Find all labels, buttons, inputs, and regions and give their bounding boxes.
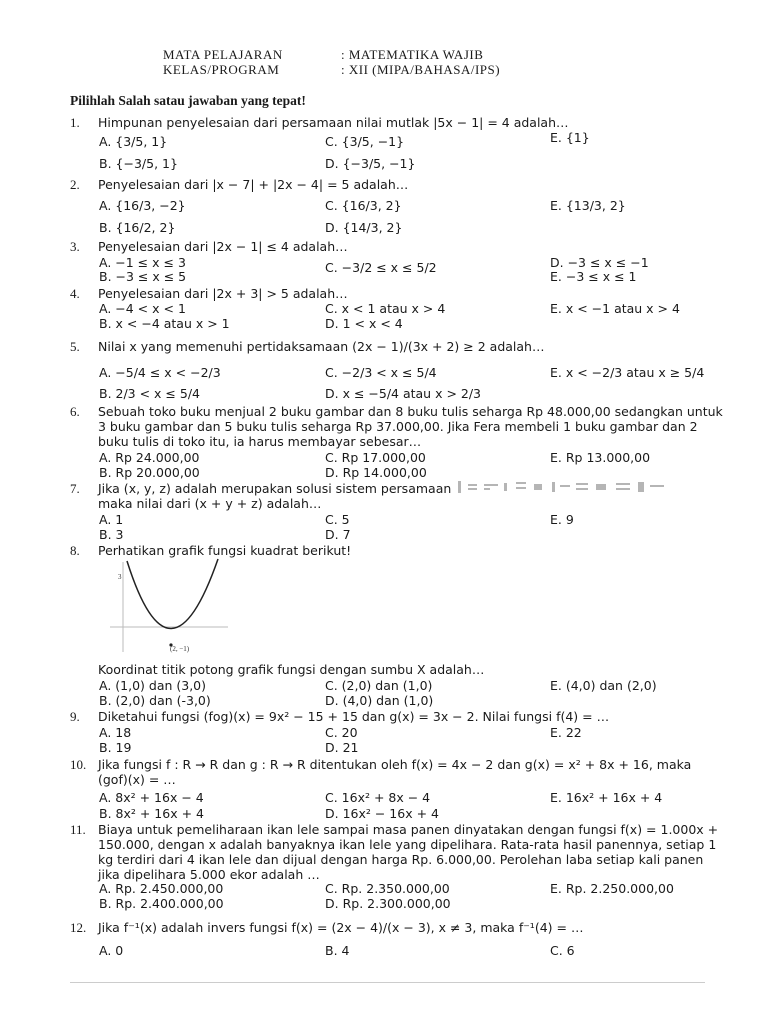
question-number: 7. xyxy=(70,481,80,496)
option-a: A. 8x² + 16x − 4 xyxy=(99,790,204,805)
option-c: C. {16/3, 2} xyxy=(325,198,402,213)
option-b: B. −3 ≤ x ≤ 5 xyxy=(99,269,187,284)
question-text-continued: Koordinat titik potong grafik fungsi dengan sumbu X adalah… xyxy=(98,662,485,677)
question-text: Biaya untuk pemeliharaan ikan lele sampai masa panen dinyatakan dengan fungsi f(x) = 1.000x + 150.000, dengan x adalah banyaknya ikan lele yang dipelihara. Rata-rata hasil panennya, setiap 1 kg terdiri dari 4 ikan lele dan dijual dengan harga Rp. 6.000,00. Perolehan laba setiap kali panen jika dipelihara 5.000 ekor adalah … xyxy=(98,822,719,882)
option-e: E. 16x² + 16x + 4 xyxy=(550,790,663,805)
option-d: D. −3 ≤ x ≤ −1 xyxy=(550,255,649,270)
y-intercept-label: 3 xyxy=(118,573,122,581)
option-b: B. x < −4 atau x > 1 xyxy=(99,316,230,331)
option-a: A. {16/3, −2} xyxy=(99,198,186,213)
option-c: C. 6 xyxy=(550,943,575,958)
option-b: B. 8x² + 16x + 4 xyxy=(99,806,204,821)
question-text: Jika fungsi f : R → R dan g : R → R ditentukan oleh f(x) = 4x − 2 dan g(x) = x² + 8x + 16, maka (gof)(x) = … xyxy=(98,757,692,787)
question-text: Penyelesaian dari |2x + 3| > 5 adalah… xyxy=(98,286,348,301)
question-text: Perhatikan grafik fungsi kuadrat berikut! xyxy=(98,543,352,558)
option-a: A. 18 xyxy=(99,725,132,740)
option-b: B. Rp 20.000,00 xyxy=(99,465,200,480)
option-e: E. 9 xyxy=(550,512,574,527)
page-divider xyxy=(70,982,705,983)
option-b: B. {−3/5, 1} xyxy=(99,156,178,171)
option-e: E. 22 xyxy=(550,725,582,740)
option-b: B. {16/2, 2} xyxy=(99,220,176,235)
option-e: E. Rp. 2.250.000,00 xyxy=(550,881,674,896)
option-c: C. −3/2 ≤ x ≤ 5/2 xyxy=(325,260,437,275)
question-number: 12. xyxy=(70,920,87,935)
option-a: A. (1,0) dan (3,0) xyxy=(99,678,207,693)
option-c: C. (2,0) dan (1,0) xyxy=(325,678,433,693)
option-a: A. {3/5, 1} xyxy=(99,134,168,149)
option-a: A. −1 ≤ x ≤ 3 xyxy=(99,255,186,270)
vertex-label: (2, −1) xyxy=(170,645,190,653)
option-e: E. (4,0) dan (2,0) xyxy=(550,678,657,693)
option-b: B. 3 xyxy=(99,527,124,542)
option-c: C. −2/3 < x ≤ 5/4 xyxy=(325,365,437,380)
question-number: 3. xyxy=(70,239,80,254)
option-d: D. Rp 14.000,00 xyxy=(325,465,427,480)
question-text: Himpunan penyelesaian dari persamaan nilai mutlak |5x − 1| = 4 adalah… xyxy=(98,115,569,130)
question-number: 1. xyxy=(70,115,80,130)
option-e: E. {13/3, 2} xyxy=(550,198,626,213)
option-c: C. x < 1 atau x > 4 xyxy=(325,301,446,316)
question-text: Penyelesaian dari |2x − 1| ≤ 4 adalah… xyxy=(98,239,348,254)
question-number: 10. xyxy=(70,757,87,772)
question-number: 5. xyxy=(70,339,80,354)
option-a: A. Rp. 2.450.000,00 xyxy=(99,881,224,896)
option-c: C. 16x² + 8x − 4 xyxy=(325,790,431,805)
option-e: E. −3 ≤ x ≤ 1 xyxy=(550,269,637,284)
option-d: D. 1 < x < 4 xyxy=(325,316,403,331)
option-a: A. Rp 24.000,00 xyxy=(99,450,200,465)
option-d: D. {14/3, 2} xyxy=(325,220,403,235)
blurred-equations-icon xyxy=(456,479,671,495)
option-c: C. 20 xyxy=(325,725,358,740)
option-c: C. Rp 17.000,00 xyxy=(325,450,426,465)
option-d: D. 7 xyxy=(325,527,351,542)
parabola-curve xyxy=(127,559,218,629)
option-a: A. 1 xyxy=(99,512,124,527)
option-a: A. −5/4 ≤ x < −2/3 xyxy=(99,365,221,380)
question-number: 11. xyxy=(70,822,86,837)
question-number: 9. xyxy=(70,709,80,724)
option-e: E. {1} xyxy=(550,130,590,145)
option-b: B. (2,0) dan (-3,0) xyxy=(99,693,211,708)
class-label: KELAS/PROGRAM xyxy=(163,62,280,77)
option-d: D. Rp. 2.300.000,00 xyxy=(325,896,451,911)
option-b: B. Rp. 2.400.000,00 xyxy=(99,896,224,911)
option-d: D. {−3/5, −1} xyxy=(325,156,416,171)
option-b: B. 19 xyxy=(99,740,132,755)
instruction-text: Pilihlah Salah satau jawaban yang tepat! xyxy=(70,93,306,108)
question-text: Jika f⁻¹(x) adalah invers fungsi f(x) = (2x − 4)/(x − 3), x ≠ 3, maka f⁻¹(4) = … xyxy=(98,920,584,935)
question-number: 2. xyxy=(70,177,80,192)
option-d: D. (4,0) dan (1,0) xyxy=(325,693,434,708)
equation-system-image xyxy=(456,479,671,495)
question-text: Sebuah toko buku menjual 2 buku gambar dan 8 buku tulis seharga Rp 48.000,00 sedangkan untuk 3 buku gambar dan 5 buku tulis seharga Rp 37.000,00. Jika Fera membeli 1 buku gambar dan 2 buku tulis di toko itu, ia harus membayar sebesar… xyxy=(98,404,723,449)
parabola-graph xyxy=(110,557,230,657)
question-text: Nilai x yang memenuhi pertidaksamaan (2x − 1)/(3x + 2) ≥ 2 adalah… xyxy=(98,339,545,354)
question-number: 6. xyxy=(70,404,80,419)
option-a: A. 0 xyxy=(99,943,124,958)
option-c: C. 5 xyxy=(325,512,350,527)
class-value: : XII (MIPA/BAHASA/IPS) xyxy=(341,62,501,77)
option-b: B. 2/3 < x ≤ 5/4 xyxy=(99,386,200,401)
question-text: Penyelesaian dari |x − 7| + |2x − 4| = 5 adalah… xyxy=(98,177,409,192)
option-d: D. x ≤ −5/4 atau x > 2/3 xyxy=(325,386,482,401)
subject-label: MATA PELAJARAN xyxy=(163,47,283,62)
subject-value: : MATEMATIKA WAJIB xyxy=(341,47,484,62)
question-number: 4. xyxy=(70,286,80,301)
option-d: D. 16x² − 16x + 4 xyxy=(325,806,439,821)
question-number: 8. xyxy=(70,543,80,558)
option-a: A. −4 < x < 1 xyxy=(99,301,186,316)
option-c: C. {3/5, −1} xyxy=(325,134,405,149)
option-e: E. x < −2/3 atau x ≥ 5/4 xyxy=(550,365,705,380)
question-text: Jika (x, y, z) adalah merupakan solusi sistem persamaan maka nilai dari (x + y + z) adalah… xyxy=(98,481,452,511)
question-text: Diketahui fungsi (fog)(x) = 9x² − 15 + 15 dan g(x) = 3x − 2. Nilai fungsi f(4) = … xyxy=(98,709,610,724)
option-e: E. Rp 13.000,00 xyxy=(550,450,651,465)
option-e: E. x < −1 atau x > 4 xyxy=(550,301,680,316)
option-b: B. 4 xyxy=(325,943,350,958)
option-c: C. Rp. 2.350.000,00 xyxy=(325,881,450,896)
option-d: D. 21 xyxy=(325,740,359,755)
